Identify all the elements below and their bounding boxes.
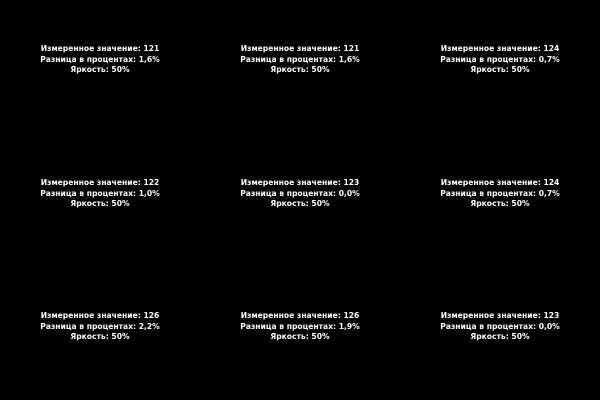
- measurement-cell: [430, 311, 570, 343]
- measured-value-line: [230, 44, 370, 55]
- measured-value-line: [30, 178, 170, 189]
- brightness-label: Яркость:: [270, 332, 312, 341]
- brightness-line: [30, 199, 170, 210]
- brightness-label: Яркость:: [470, 199, 512, 208]
- brightness-label: Яркость:: [70, 332, 112, 341]
- difference-value: 1,0%: [138, 188, 160, 198]
- brightness-label: Яркость:: [70, 65, 112, 74]
- difference-line: [430, 322, 570, 333]
- measured-label: Измеренное значение:: [240, 44, 344, 53]
- brightness-line: [430, 199, 570, 210]
- measured-label: Измеренное значение:: [40, 44, 144, 53]
- measured-value-line: [230, 178, 370, 189]
- measured-label: Измеренное значение:: [240, 178, 344, 187]
- difference-line: [30, 322, 170, 333]
- difference-value: 1,9%: [338, 321, 360, 331]
- measured-value: 124: [543, 44, 560, 53]
- measurement-cell: [430, 44, 570, 76]
- difference-value: 1,6%: [138, 54, 160, 64]
- measured-value: 126: [343, 311, 360, 320]
- brightness-line: [430, 65, 570, 76]
- brightness-value: 50%: [111, 332, 130, 341]
- measured-label: Измеренное значение:: [440, 178, 544, 187]
- brightness-line: [30, 332, 170, 343]
- difference-line: [30, 55, 170, 66]
- brightness-line: [230, 332, 370, 343]
- difference-label: Разница в процентах:: [40, 54, 139, 64]
- brightness-value: 50%: [511, 65, 530, 74]
- brightness-value: 50%: [111, 65, 130, 74]
- measurement-cell: [30, 311, 170, 343]
- brightness-value: 50%: [111, 199, 130, 208]
- difference-value: 2,2%: [138, 321, 160, 331]
- measured-value-line: [430, 178, 570, 189]
- difference-label: Разница в процентах:: [440, 188, 539, 198]
- measured-value-line: [230, 311, 370, 322]
- brightness-label: Яркость:: [470, 332, 512, 341]
- difference-label: Разница в процентах:: [240, 321, 339, 331]
- measurement-cell: [30, 44, 170, 76]
- brightness-value: 50%: [311, 65, 330, 74]
- measurement-cell: [230, 44, 370, 76]
- difference-line: [230, 189, 370, 200]
- measured-value: 123: [343, 178, 360, 187]
- measured-value: 124: [543, 178, 560, 187]
- brightness-value: 50%: [311, 199, 330, 208]
- measured-value: 121: [143, 44, 160, 53]
- measured-label: Измеренное значение:: [440, 311, 544, 320]
- difference-label: Разница в процентах:: [240, 188, 339, 198]
- difference-line: [30, 189, 170, 200]
- difference-value: 1,6%: [338, 54, 360, 64]
- measured-value-line: [30, 311, 170, 322]
- brightness-line: [30, 65, 170, 76]
- measured-value: 122: [143, 178, 160, 187]
- measurement-cell: [230, 178, 370, 210]
- brightness-label: Яркость:: [70, 199, 112, 208]
- measured-value-line: [430, 311, 570, 322]
- brightness-value: 50%: [311, 332, 330, 341]
- brightness-line: [230, 65, 370, 76]
- measured-label: Измеренное значение:: [40, 178, 144, 187]
- difference-value: 0,7%: [538, 188, 560, 198]
- measurement-cell: [430, 178, 570, 210]
- difference-value: 0,0%: [538, 321, 560, 331]
- difference-label: Разница в процентах:: [440, 54, 539, 64]
- difference-label: Разница в процентах:: [40, 321, 139, 331]
- measured-value: 121: [343, 44, 360, 53]
- brightness-value: 50%: [511, 199, 530, 208]
- difference-label: Разница в процентах:: [40, 188, 139, 198]
- measured-label: Измеренное значение:: [240, 311, 344, 320]
- difference-line: [430, 189, 570, 200]
- measurement-cell: [30, 178, 170, 210]
- measured-label: Измеренное значение:: [40, 311, 144, 320]
- difference-line: [230, 322, 370, 333]
- difference-value: 0,0%: [338, 188, 360, 198]
- difference-line: [430, 55, 570, 66]
- brightness-label: Яркость:: [470, 65, 512, 74]
- measured-value: 123: [543, 311, 560, 320]
- brightness-label: Яркость:: [270, 199, 312, 208]
- difference-label: Разница в процентах:: [240, 54, 339, 64]
- difference-line: [230, 55, 370, 66]
- measurement-cell: [230, 311, 370, 343]
- brightness-label: Яркость:: [270, 65, 312, 74]
- difference-label: Разница в процентах:: [440, 321, 539, 331]
- brightness-line: [230, 199, 370, 210]
- brightness-line: [430, 332, 570, 343]
- measured-value: 126: [143, 311, 160, 320]
- difference-value: 0,7%: [538, 54, 560, 64]
- brightness-value: 50%: [511, 332, 530, 341]
- measured-label: Измеренное значение:: [440, 44, 544, 53]
- measured-value-line: [430, 44, 570, 55]
- measured-value-line: [30, 44, 170, 55]
